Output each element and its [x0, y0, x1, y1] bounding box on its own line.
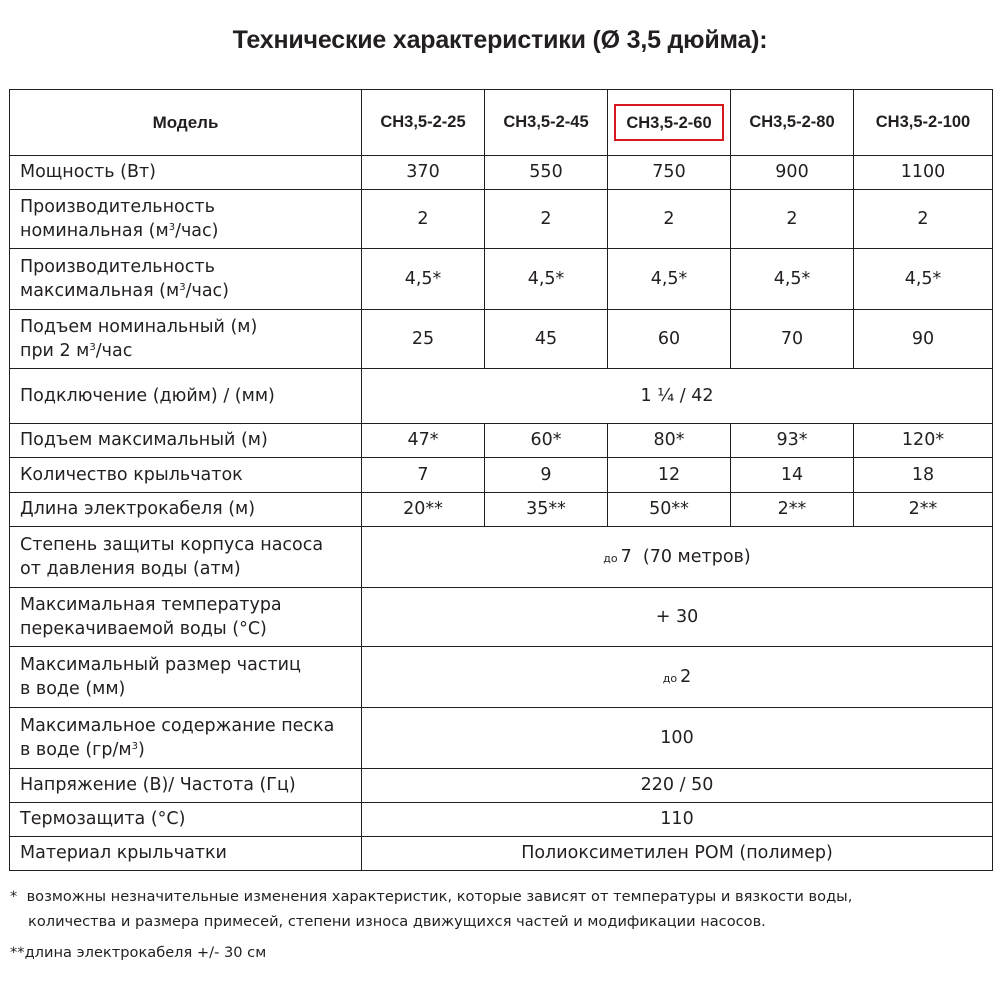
table-cell-merged — [362, 647, 993, 708]
row-label: Количество крыльчаток — [10, 458, 362, 493]
table-cell: 45 — [485, 310, 608, 369]
table-row-impellers — [10, 458, 993, 493]
row-label-line: при 2 м — [20, 341, 90, 361]
table-cell: 2 — [362, 190, 485, 249]
table-cell-merged: 100 — [362, 708, 993, 769]
row-label-line: Производительность — [20, 256, 215, 277]
table-cell: 60* — [485, 424, 608, 458]
table-row-voltage — [10, 769, 993, 803]
table-cell-merged — [362, 527, 993, 588]
row-label: Материал крыльчатки — [10, 837, 362, 871]
table-row-power — [10, 156, 993, 190]
table-cell: 93* — [731, 424, 854, 458]
table-cell: 4,5* — [608, 249, 731, 310]
table-row-particle-size — [10, 647, 993, 708]
footnote-line: **длина электрокабеля +/- 30 см — [10, 944, 267, 962]
row-label-line: перекачиваемой воды (°С) — [20, 619, 267, 639]
table-row-flow-nominal — [10, 190, 993, 249]
page-title: Технические характеристики (Ø 3,5 дюйма): — [232, 26, 768, 54]
row-label — [10, 647, 362, 708]
table-cell: 900 — [731, 156, 854, 190]
row-label: Мощность (Вт) — [10, 156, 362, 190]
table-cell-merged: Полиоксиметилен POM (полимер) — [362, 837, 993, 871]
row-label-line: от давления воды (атм) — [20, 559, 241, 579]
row-label-line: Максимальный размер частиц — [20, 654, 301, 675]
model-header-label: Модель — [10, 90, 362, 156]
row-label-line: ) — [137, 740, 145, 760]
table-row-head-nominal — [10, 310, 993, 369]
value-text: 7 (70 метров) — [620, 546, 751, 567]
superscript: 3 — [89, 342, 96, 353]
table-cell: 4,5* — [854, 249, 993, 310]
model-column-header: СН3,5-2-45 — [485, 90, 608, 156]
table-row-sand — [10, 708, 993, 769]
row-label — [10, 249, 362, 310]
table-cell: 4,5* — [731, 249, 854, 310]
model-column-header: СН3,5-2-80 — [731, 90, 854, 156]
footnote-line: * возможны незначительные изменения характеристик, которые зависят от температуры и вязкости воды, — [10, 888, 853, 905]
table-cell: 12 — [608, 458, 731, 493]
table-cell: 4,5* — [362, 249, 485, 310]
row-label-line: номинальная (м — [20, 221, 169, 241]
superscript: 3 — [179, 282, 186, 293]
row-label — [10, 708, 362, 769]
superscript: 3 — [131, 741, 138, 752]
row-label — [10, 527, 362, 588]
row-label: Напряжение (В)/ Частота (Гц) — [10, 769, 362, 803]
table-cell-merged: 220 / 50 — [362, 769, 993, 803]
table-cell: 750 — [608, 156, 731, 190]
row-label-line: максимальная (м — [20, 281, 180, 301]
value-text: 2 — [680, 666, 692, 687]
table-cell: 1100 — [854, 156, 993, 190]
row-label-line: /час) — [175, 221, 219, 241]
table-row-protection — [10, 527, 993, 588]
table-cell: 2** — [731, 493, 854, 527]
table-cell-merged: 110 — [362, 803, 993, 837]
row-label: Термозащита (°С) — [10, 803, 362, 837]
table-cell: 14 — [731, 458, 854, 493]
table-cell: 370 — [362, 156, 485, 190]
row-label-line: Подъем номинальный (м) — [20, 316, 258, 337]
superscript: 3 — [168, 222, 176, 233]
spec-table — [9, 89, 993, 871]
table-cell: 550 — [485, 156, 608, 190]
row-label-line: /час) — [185, 281, 229, 301]
table-cell: 20** — [362, 493, 485, 527]
model-column-header-highlighted — [608, 90, 731, 156]
table-cell: 47* — [362, 424, 485, 458]
highlight-box: СН3,5-2-60 — [614, 104, 723, 142]
table-cell: 2 — [854, 190, 993, 249]
row-label-line: в воде (гр/м — [20, 740, 132, 760]
table-cell: 90 — [854, 310, 993, 369]
value-prefix: до — [662, 671, 678, 685]
table-cell: 18 — [854, 458, 993, 493]
table-row-max-temp — [10, 588, 993, 647]
table-cell: 25 — [362, 310, 485, 369]
footnote-line: количества и размера примесей, степени износа движущихся частей и модификации насосов. — [28, 913, 766, 931]
row-label — [10, 190, 362, 249]
table-cell: 2 — [485, 190, 608, 249]
table-cell: 80* — [608, 424, 731, 458]
value-prefix: до — [603, 551, 618, 565]
model-column-header: СН3,5-2-25 — [362, 90, 485, 156]
row-label: Подъем максимальный (м) — [10, 424, 362, 458]
row-label-line: Максимальная температура — [20, 594, 282, 615]
table-cell: 70 — [731, 310, 854, 369]
table-cell-merged: 1 ¼ / 42 — [362, 369, 993, 424]
row-label: Длина электрокабеля (м) — [10, 493, 362, 527]
row-label — [10, 310, 362, 369]
table-row-connection — [10, 369, 993, 424]
table-cell: 2** — [854, 493, 993, 527]
table-header-row — [10, 90, 993, 156]
row-label: Подключение (дюйм) / (мм) — [10, 369, 362, 424]
table-cell: 60 — [608, 310, 731, 369]
row-label-line: /час — [95, 341, 133, 361]
table-cell: 50** — [608, 493, 731, 527]
table-cell: 9 — [485, 458, 608, 493]
table-cell: 2 — [608, 190, 731, 249]
table-row-flow-max — [10, 249, 993, 310]
table-cell: 2 — [731, 190, 854, 249]
table-cell: 7 — [362, 458, 485, 493]
row-label-line: Максимальное содержание песка — [20, 715, 335, 736]
model-column-header: СН3,5-2-100 — [854, 90, 993, 156]
table-row-head-max — [10, 424, 993, 458]
table-row-cable — [10, 493, 993, 527]
table-cell-merged: + 30 — [362, 588, 993, 647]
row-label-line: Степень защиты корпуса насоса — [20, 534, 324, 555]
table-row-thermal — [10, 803, 993, 837]
row-label — [10, 588, 362, 647]
table-cell: 120* — [854, 424, 993, 458]
row-label-line: Производительность — [20, 196, 215, 217]
table-cell: 4,5* — [485, 249, 608, 310]
footnotes — [10, 884, 990, 965]
row-label-line: в воде (мм) — [20, 679, 126, 699]
table-row-impeller-material — [10, 837, 993, 871]
table-cell: 35** — [485, 493, 608, 527]
